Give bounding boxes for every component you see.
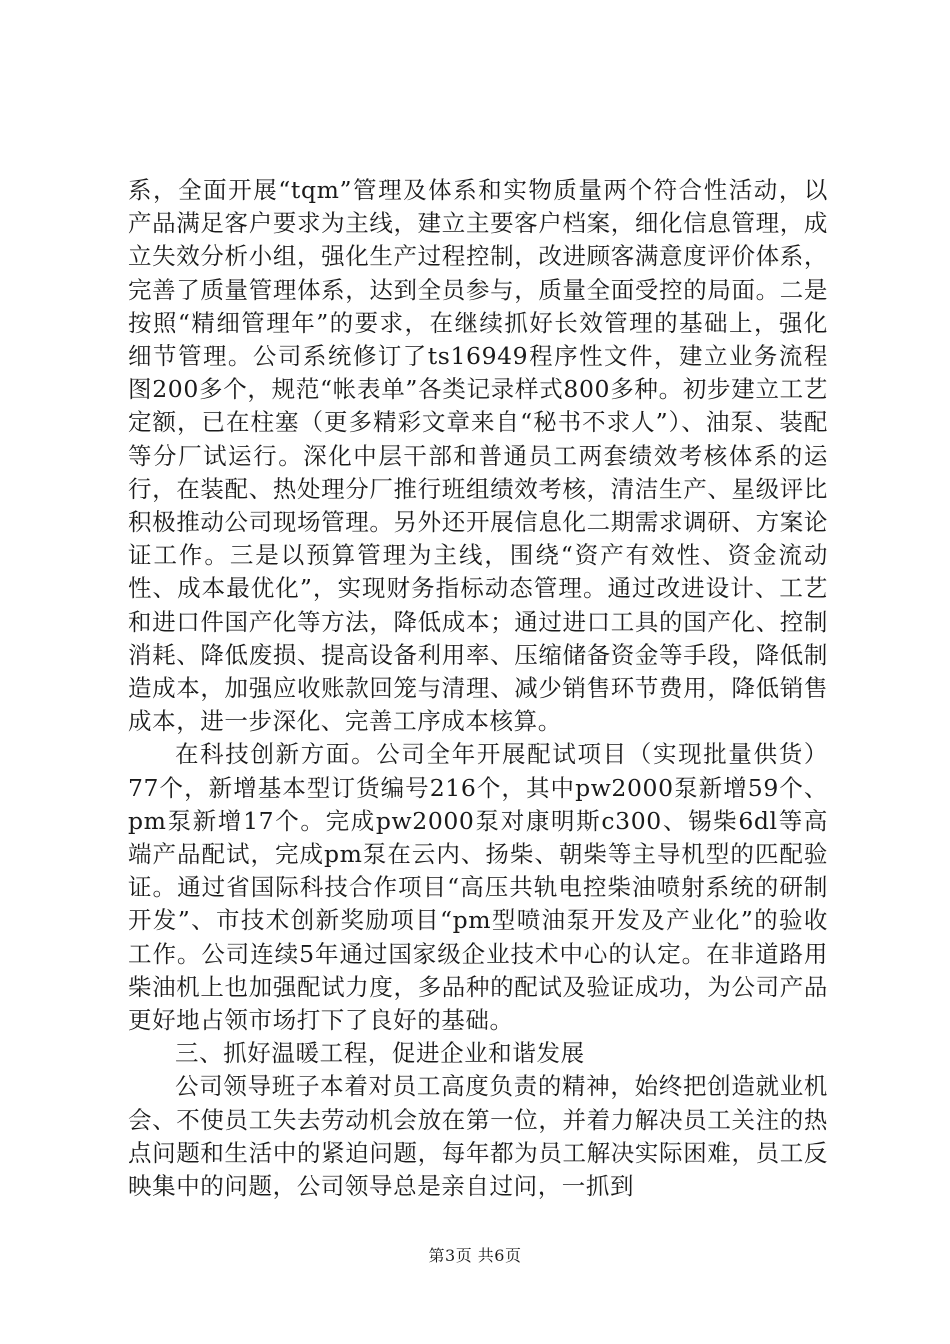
paragraph-employee-care: 公司领导班子本着对员工高度负责的精神，始终把创造就业机会、不使员工失去劳动机会放在第一位，并着力解决员工关注的热点问题和生活中的紧迫问题，每年都为员工解决实际困难，员工反映集中的问题，公司领导总是亲自过问，一抓到 bbox=[128, 1072, 828, 1201]
section-heading-warm-project: 三、抓好温暖工程，促进企业和谐发展 bbox=[175, 1039, 585, 1068]
body-text bbox=[128, 174, 828, 1203]
paragraph-quality-management: 系，全面开展“tqm”管理及体系和实物质量两个符合性活动，以产品满足客户要求为主线，建立主要客户档案，细化信息管理，成立失效分析小组，强化生产过程控制，改进顾客满意度评价体系，完善了质量管理体系，达到全员参与，质量全面受控的局面。二是按照“精细管理年”的要求，在继续抓好长效管理的基础上，强化细节管理。公司系统修订了ts16949程序性文件，建立业务流程图200多个，规范“帐表单”各类记录样式800多种。初步建立工艺定额，已在柱塞（更多精彩文章来自“秘书不求人”）、油泵、装配等分厂试运行。深化中层干部和普通员工两套绩效考核体系的运行，在装配、热处理分厂推行班组绩效考核，清洁生产、星级评比积极推动公司现场管理。另外还开展信息化二期需求调研、方案论证工作。三是以预算管理为主线，围绕“资产有效性、资金流动性、成本最优化”，实现财务指标动态管理。通过改进设计、工艺和进口件国产化等方法，降低成本；通过进口工具的国产化、控制消耗、降低废损、提高设备利用率、压缩储备资金等手段，降低制造成本，加强应收账款回笼与清理、减少销售环节费用，降低销售成本，进一步深化、完善工序成本核算。 bbox=[128, 176, 828, 736]
paragraph-tech-innovation: 在科技创新方面。公司全年开展配试项目（实现批量供货）77个，新增基本型订货编号216个，其中pw2000泵新增59个、pm泵新增17个。完成pw2000泵对康明斯c300、锡柴6dl等高端产品配试，完成pm泵在云内、扬柴、朝柴等主导机型的匹配验证。通过省国际科技合作项目“高压共轨电控柴油喷射系统的研制开发”、市技术创新奖励项目“pm型喷油泵开发及产业化”的验收工作。公司连续5年通过国家级企业技术中心的认定。在非道路用柴油机上也加强配试力度，多品种的配试及验证成功，为公司产品更好地占领市场打下了良好的基础。 bbox=[128, 740, 828, 1035]
page-number-footer: 第3页 共6页 bbox=[428, 1246, 522, 1265]
